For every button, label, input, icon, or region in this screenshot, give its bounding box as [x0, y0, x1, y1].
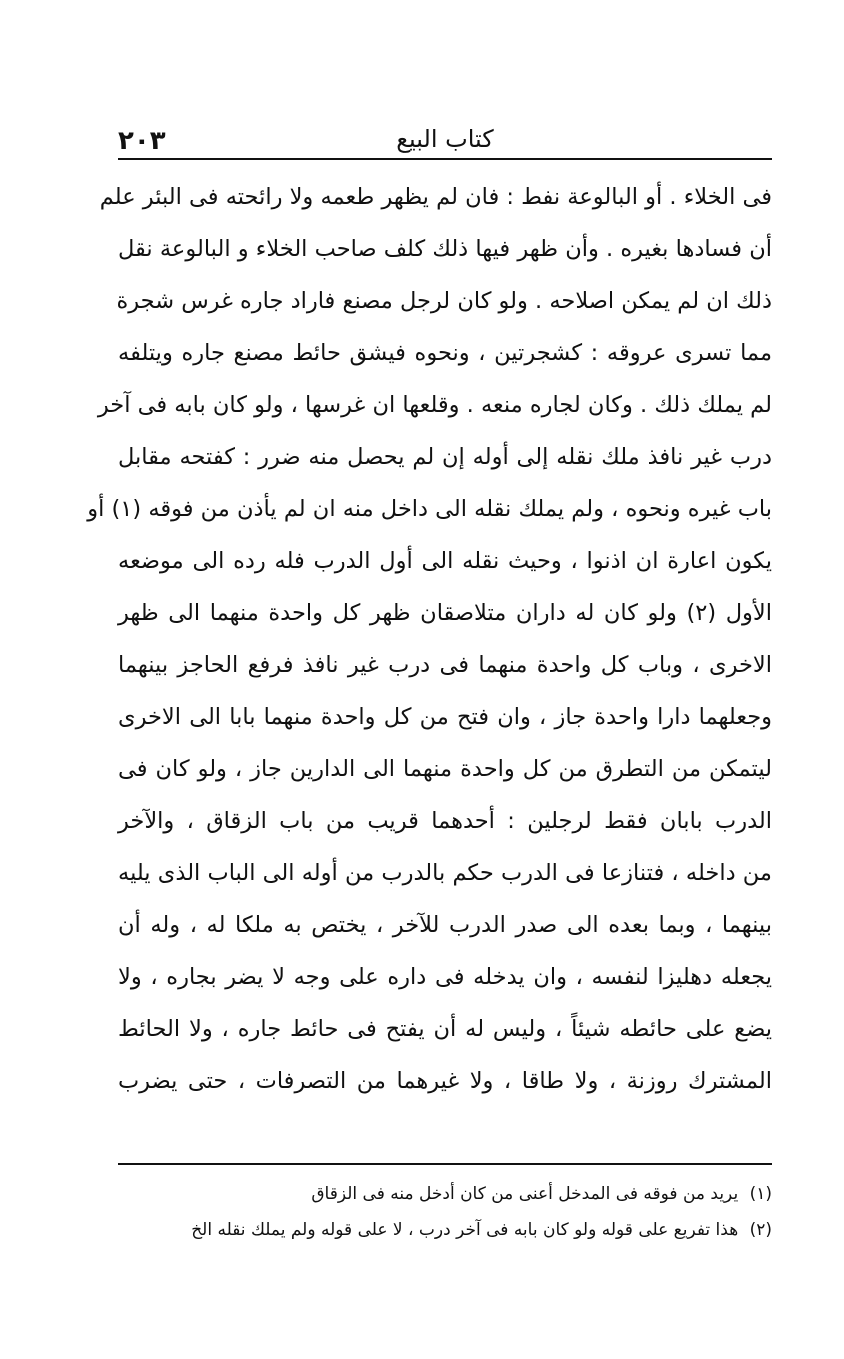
footnote-number: (٢) — [749, 1220, 772, 1240]
text-line: يضع على حائطه شيئاً ، وليس له أن يفتح فى حائط جاره ، ولا الحائط — [118, 1016, 772, 1042]
footnote-text: هذا تفريع على قوله ولو كان بابه فى آخر درب ، لا على قوله ولم يملك نقله الخ — [191, 1220, 739, 1240]
text-line: من داخله ، فتنازعا فى الدرب حكم بالدرب من أوله الى الباب الذى يليه — [118, 860, 772, 886]
running-title: كتاب البيع — [396, 125, 494, 153]
text-line: يكون اعارة ان اذنوا ، وحيث نقله الى أول الدرب فله رده الى موضعه — [118, 548, 772, 574]
footnote-text: يريد من فوقه فى المدخل أعنى من كان أدخل منه فى الزقاق — [311, 1184, 739, 1204]
text-line: يجعله دهليزا لنفسه ، وان يدخله فى داره على وجه لا يضر بجاره ، ولا — [118, 964, 772, 990]
text-line: درب غير نافذ ملك نقله إلى أوله إن لم يحصل منه ضرر : كفتحه مقابل — [118, 444, 772, 470]
text-line: وجعلهما دارا واحدة جاز ، وان فتح من كل واحدة منهما بابا الى الاخرى — [118, 704, 772, 730]
text-line: ذلك ان لم يمكن اصلاحه . ولو كان لرجل مصنع فاراد جاره غرس شجرة — [116, 288, 772, 314]
text-line: الدرب بابان فقط لرجلين : أحدهما قريب من باب الزقاق ، والآخر — [118, 808, 772, 834]
footnote-1 — [118, 1176, 772, 1212]
footnote-number: (١) — [749, 1184, 772, 1204]
page-header — [118, 112, 772, 156]
header-rule — [118, 158, 772, 160]
text-line: فى الخلاء . أو البالوعة نفط : فان لم يظهر طعمه ولا رائحته فى البئر علم — [99, 184, 772, 210]
text-line: الأول (٢) ولو كان له داران متلاصقان ظهر كل واحدة منهما الى ظهر — [118, 600, 772, 626]
footnote-2 — [118, 1212, 772, 1248]
text-line: المشترك روزنة ، ولا طاقا ، ولا غيرهما من التصرفات ، حتى يضرب — [118, 1068, 772, 1094]
page-number: ٢٠٣ — [118, 126, 166, 156]
footnotes — [118, 1176, 772, 1248]
text-line: باب غيره ونحوه ، ولم يملك نقله الى داخل منه ان لم يأذن من فوقه (١) أو — [87, 496, 772, 522]
text-line: لم يملك ذلك . وكان لجاره منعه . وقلعها ان غرسها ، ولو كان بابه فى آخر — [97, 392, 772, 418]
text-line: مما تسرى عروقه : كشجرتين ، ونحوه فيشق حائط مصنع جاره ويتلفه — [118, 340, 772, 366]
body-text — [87, 171, 772, 1107]
footnote-rule — [118, 1163, 772, 1165]
text-line: الاخرى ، وباب كل واحدة منهما فى درب غير نافذ فرفع الحاجز بينهما — [118, 652, 772, 678]
text-line: أن فسادها بغيره . وأن ظهر فيها ذلك كلف صاحب الخلاء و البالوعة نقل — [118, 236, 772, 262]
text-line: بينهما ، وبما بعده الى صدر الدرب للآخر ، يختص به ملكا له ، وله أن — [118, 912, 772, 938]
text-line: ليتمكن من التطرق من كل واحدة منهما الى الدارين جاز ، ولو كان فى — [118, 756, 772, 782]
